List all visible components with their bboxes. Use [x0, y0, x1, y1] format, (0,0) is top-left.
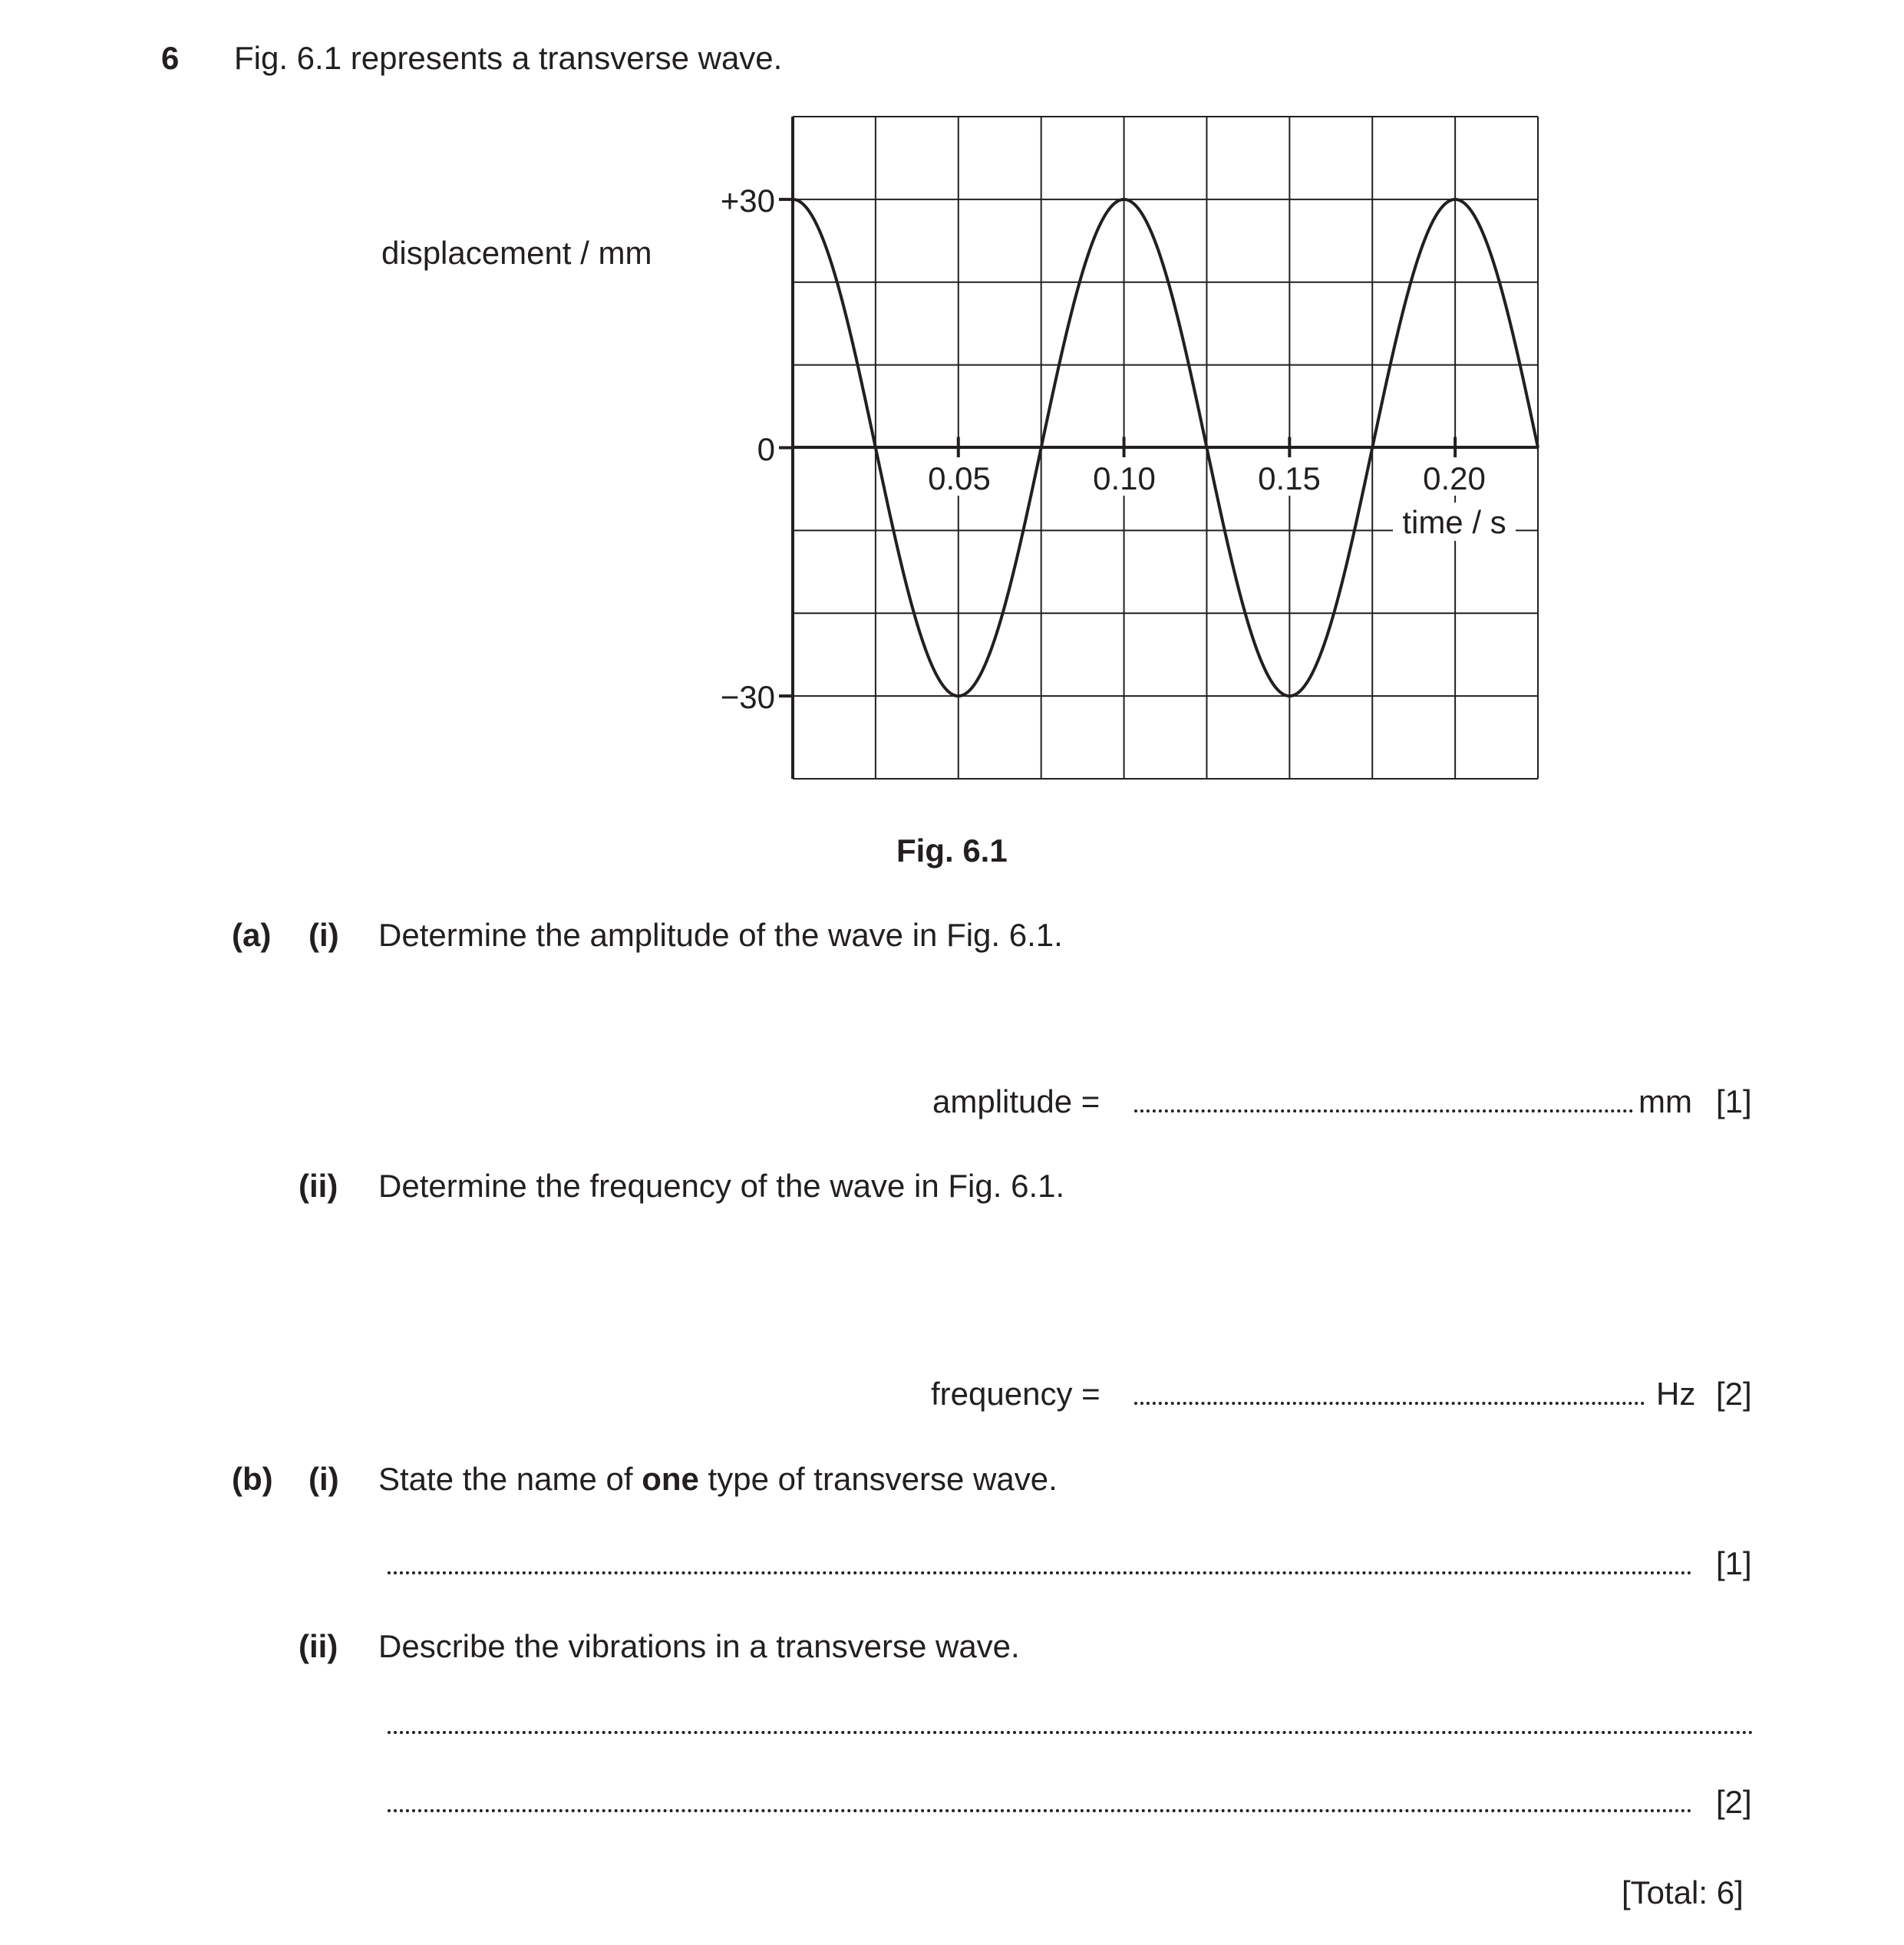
part-b-i-question [378, 1463, 1058, 1495]
vibrations-answer-line-1[interactable] [388, 1731, 1754, 1734]
y-tick-label-plus30: +30 [720, 183, 775, 219]
x-tick-label-005: 0.05 [928, 460, 991, 496]
part-b-i-question-start: State the name of [378, 1461, 642, 1497]
part-a-i-question: Determine the amplitude of the wave in Fig. 6.1. [378, 917, 1063, 953]
part-a-i-label: (i) [309, 917, 339, 953]
x-axis-label: time / s [1402, 504, 1506, 540]
amplitude-marks: [1] [1716, 1083, 1752, 1119]
part-a-ii-label: (ii) [299, 1168, 338, 1204]
part-b-ii-marks: [2] [1716, 1784, 1752, 1820]
figure-caption: Fig. 6.1 [896, 832, 1008, 869]
part-b-i-label: (i) [309, 1461, 339, 1497]
y-axis-label: displacement / mm [381, 235, 652, 271]
x-tick-label-015: 0.15 [1258, 460, 1321, 496]
amplitude-answer-line[interactable] [1134, 1109, 1633, 1113]
frequency-unit: Hz [1656, 1376, 1696, 1412]
part-b-label: (b) [232, 1461, 273, 1497]
part-b-ii-question: Describe the vibrations in a transverse wave. [378, 1628, 1020, 1664]
frequency-marks: [2] [1716, 1376, 1752, 1412]
question-intro: Fig. 6.1 represents a transverse wave. [234, 40, 783, 76]
transverse-wave-type-answer-line[interactable] [388, 1571, 1692, 1574]
part-a-ii-question: Determine the frequency of the wave in Fig. 6.1. [378, 1168, 1065, 1204]
amplitude-answer-prefix: amplitude = [932, 1083, 1100, 1119]
vibrations-answer-line-2[interactable] [388, 1809, 1692, 1812]
y-tick-label-0: 0 [757, 431, 775, 467]
question-number: 6 [161, 40, 180, 76]
axes [793, 117, 1538, 779]
part-b-i-marks: [1] [1716, 1545, 1752, 1581]
part-b-i-question-end: type of transverse wave. [698, 1461, 1058, 1497]
x-tick-label-010: 0.10 [1093, 460, 1156, 496]
frequency-answer-prefix: frequency = [931, 1376, 1100, 1412]
amplitude-unit: mm [1638, 1083, 1692, 1119]
wave-graph [0, 0, 1904, 844]
x-tick-label-020: 0.20 [1423, 460, 1486, 496]
part-b-ii-label: (ii) [299, 1628, 338, 1664]
frequency-answer-line[interactable] [1134, 1402, 1645, 1405]
part-a-label: (a) [232, 917, 272, 953]
part-b-i-question-emphasis: one [642, 1461, 699, 1497]
total-marks: [Total: 6] [1622, 1874, 1744, 1910]
y-tick-label-minus30: −30 [720, 679, 775, 715]
